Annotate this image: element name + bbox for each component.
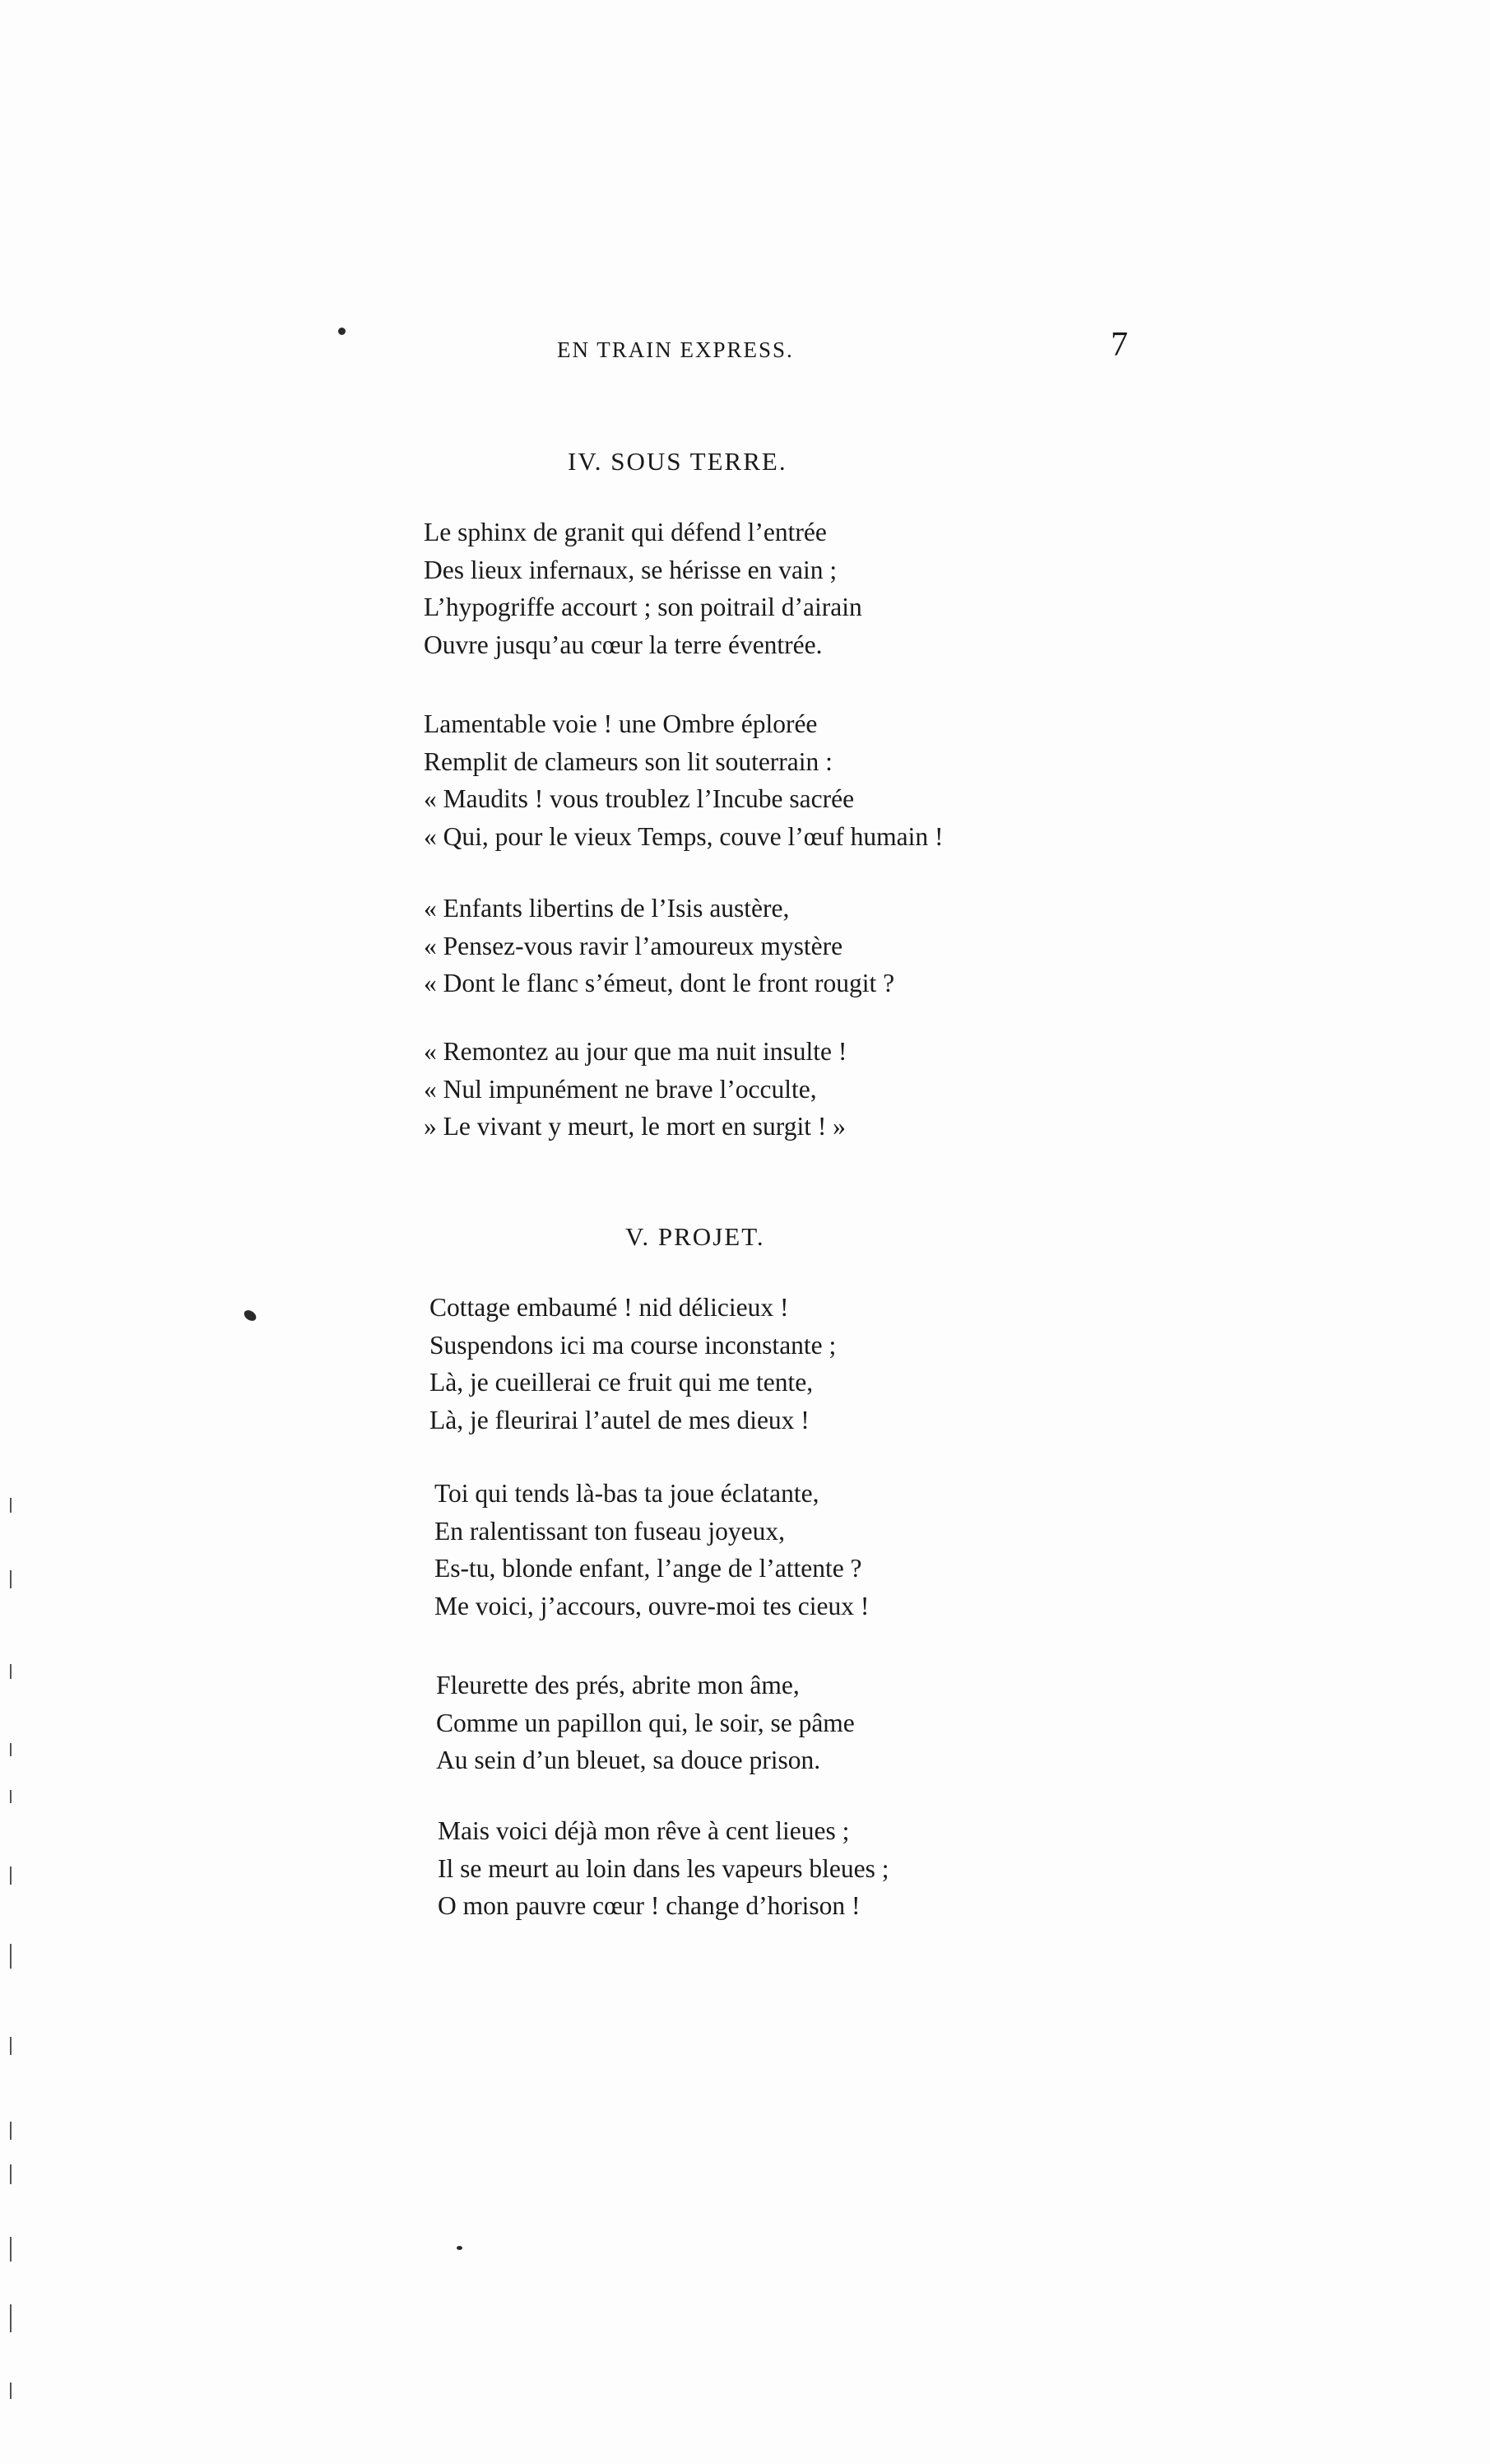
stanza — [436, 1667, 855, 1779]
stanza — [429, 1289, 836, 1439]
margin-mark — [10, 1743, 12, 1756]
verse-line: O mon pauvre cœur ! change d’horison ! — [438, 1891, 861, 1920]
verse-line: Mais voici déjà mon rêve à cent lieues ; — [438, 1816, 850, 1845]
verse-line: Des lieux infernaux, se hérisse en vain ; — [424, 555, 838, 584]
verse-line: Remplit de clameurs son lit souterrain : — [424, 746, 833, 776]
verse-line: L’hypogriffe accourt ; son poitrail d’airain — [424, 593, 862, 621]
stanza — [438, 1812, 889, 1925]
margin-mark — [10, 1790, 12, 1803]
verse-line: Fleurette des prés, abrite mon âme, — [436, 1671, 800, 1699]
stanza — [424, 1033, 847, 1146]
stanza — [424, 890, 894, 1002]
margin-mark — [10, 1664, 12, 1679]
verse-line: « Qui, pour le vieux Temps, couve l’œuf humain ! — [424, 821, 944, 851]
verse-line: Cottage embaumé ! nid délicieux ! — [429, 1293, 789, 1322]
margin-mark — [10, 1498, 12, 1513]
stanza — [424, 514, 862, 663]
margin-mark — [10, 2383, 12, 2399]
verse-line: Toi qui tends là-bas ta joue éclatante, — [434, 1479, 819, 1508]
section-title-projet: V. PROJET. — [625, 1222, 765, 1251]
verse-line: Lamentable voie ! une Ombre éplorée — [424, 709, 818, 738]
stanza — [434, 1475, 869, 1625]
verse-line: « Nul impunément ne brave l’occulte, — [424, 1074, 817, 1104]
ink-speck — [242, 1308, 258, 1323]
stanza — [424, 705, 943, 855]
verse-line: Là, je fleurirai l’autel de mes dieux ! — [429, 1405, 810, 1434]
margin-mark — [10, 2237, 12, 2262]
margin-mark — [10, 1570, 12, 1588]
ink-speck — [457, 2246, 462, 2250]
section-title-sous-terre: IV. SOUS TERRE. — [568, 447, 787, 476]
verse-line: « Enfants libertins de l’Isis austère, — [424, 894, 790, 923]
verse-line: Ouvre jusqu’au cœur la terre éventrée. — [424, 630, 823, 659]
verse-line: Il se meurt au loin dans les vapeurs bleues ; — [438, 1853, 889, 1883]
verse-line: Es-tu, blonde enfant, l’ange de l’attente ? — [434, 1554, 862, 1583]
verse-line: « Remontez au jour que ma nuit insulte ! — [424, 1037, 847, 1066]
margin-mark — [10, 1944, 12, 1969]
verse-line: « Pensez-vous ravir l’amoureux mystère — [424, 931, 843, 960]
verse-line: Là, je cueillerai ce fruit qui me tente, — [429, 1368, 814, 1397]
verse-line: » Le vivant y meurt, le mort en surgit ! » — [424, 1112, 846, 1141]
verse-line: Suspendons ici ma course inconstante ; — [429, 1330, 837, 1360]
verse-line: En ralentissant ton fuseau joyeux, — [434, 1516, 786, 1546]
margin-mark — [10, 2122, 12, 2140]
ink-speck — [338, 328, 346, 335]
margin-mark — [10, 1867, 12, 1885]
margin-mark — [10, 2304, 12, 2332]
page-number: 7 — [1111, 326, 1128, 364]
margin-mark — [10, 2037, 12, 2055]
margin-mark — [10, 2164, 12, 2184]
verse-line: Me voici, j’accours, ouvre-moi tes cieux ! — [434, 1591, 870, 1620]
verse-line: « Dont le flanc s’émeut, dont le front rougit ? — [424, 969, 895, 997]
verse-line: Au sein d’un bleuet, sa douce prison. — [436, 1746, 821, 1774]
verse-line: Le sphinx de granit qui défend l’entrée — [424, 518, 827, 546]
running-head: EN TRAIN EXPRESS. — [557, 337, 794, 362]
verse-line: Comme un papillon qui, le soir, se pâme — [436, 1708, 855, 1737]
verse-line: « Maudits ! vous troublez l’Incube sacrée — [424, 784, 855, 813]
